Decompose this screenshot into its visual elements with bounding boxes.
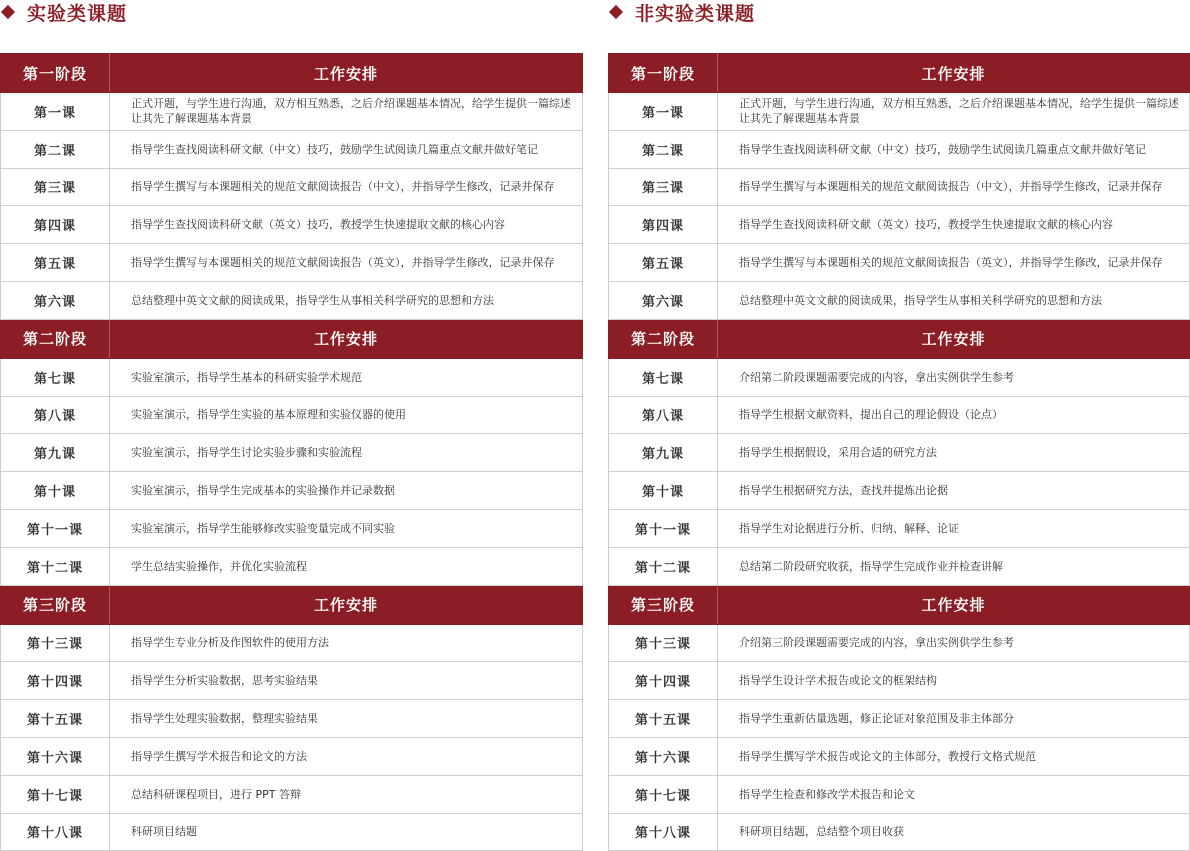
task-description: 指导学生查找阅读科研文献（英文）技巧，教授学生快速提取文献的核心内容 xyxy=(110,206,583,244)
stage-label: 第三阶段 xyxy=(1,585,110,624)
task-description: 总结整理中英文文献的阅读成果，指导学生从事相关科学研究的思想和方法 xyxy=(718,281,1190,319)
table-row xyxy=(1,93,583,131)
stage-header-row xyxy=(1,319,583,358)
stage-label: 第一阶段 xyxy=(1,54,110,93)
lesson-label: 第十六课 xyxy=(1,737,110,775)
work-arrangement-header: 工作安排 xyxy=(110,585,583,624)
task-description: 指导学生检查和修改学术报告和论文 xyxy=(718,775,1190,813)
table-row xyxy=(609,813,1190,851)
task-description: 总结第二阶段研究收获，指导学生完成作业并检查讲解 xyxy=(718,547,1190,585)
lesson-label: 第十五课 xyxy=(1,700,110,738)
task-description: 科研项目结题，总结整个项目收获 xyxy=(718,813,1190,851)
stage-label: 第二阶段 xyxy=(1,319,110,358)
task-description: 实验室演示，指导学生能够修改实验变量完成不同实验 xyxy=(110,509,583,547)
lesson-label: 第九课 xyxy=(609,434,718,472)
task-description: 指导学生根据文献资料，提出自己的理论假设（论点） xyxy=(718,396,1190,434)
task-description: 指导学生撰写学术报告或论文的主体部分，教授行文格式规范 xyxy=(718,737,1190,775)
task-description: 总结整理中英文文献的阅读成果，指导学生从事相关科学研究的思想和方法 xyxy=(110,281,583,319)
task-description: 指导学生根据假设，采用合适的研究方法 xyxy=(718,434,1190,472)
table-row xyxy=(609,168,1190,206)
task-description: 指导学生分析实验数据，思考实验结果 xyxy=(110,662,583,700)
task-description: 指导学生撰写与本课题相关的规范文献阅读报告（英文），并指导学生修改，记录并保存 xyxy=(718,244,1190,282)
task-description: 正式开题，与学生进行沟通，双方相互熟悉，之后介绍课题基本情况，给学生提供一篇综述让其先了解课题基本背景 xyxy=(718,93,1190,131)
stage-header-row xyxy=(609,585,1190,624)
table-row xyxy=(1,509,583,547)
lesson-label: 第十四课 xyxy=(609,662,718,700)
lesson-label: 第十八课 xyxy=(1,813,110,851)
lesson-label: 第三课 xyxy=(609,168,718,206)
table-row xyxy=(1,434,583,472)
table-row xyxy=(609,472,1190,510)
lesson-label: 第十四课 xyxy=(1,662,110,700)
panel-non-experimental xyxy=(608,0,1190,842)
section-heading xyxy=(608,0,1190,24)
diamond-bullet-icon xyxy=(609,5,623,19)
task-description: 总结科研课程项目，进行 PPT 答辩 xyxy=(110,775,583,813)
work-arrangement-header: 工作安排 xyxy=(718,54,1190,93)
lesson-label: 第十三课 xyxy=(609,624,718,662)
task-description: 指导学生对论据进行分析、归纳、解释、论证 xyxy=(718,509,1190,547)
lesson-label: 第八课 xyxy=(609,396,718,434)
table-row xyxy=(609,281,1190,319)
table-row xyxy=(1,472,583,510)
table-row xyxy=(1,281,583,319)
stage-header-row xyxy=(1,54,583,93)
section-heading xyxy=(0,0,583,24)
lesson-label: 第十七课 xyxy=(609,775,718,813)
schedule-table xyxy=(0,53,583,851)
task-description: 实验室演示，指导学生完成基本的实验操作并记录数据 xyxy=(110,472,583,510)
lesson-label: 第十二课 xyxy=(1,547,110,585)
stage-label: 第一阶段 xyxy=(609,54,718,93)
table-row xyxy=(609,358,1190,396)
task-description: 指导学生设计学术报告或论文的框架结构 xyxy=(718,662,1190,700)
table-row xyxy=(609,624,1190,662)
table-row xyxy=(609,547,1190,585)
work-arrangement-header: 工作安排 xyxy=(718,319,1190,358)
lesson-label: 第十一课 xyxy=(1,509,110,547)
lesson-label: 第五课 xyxy=(1,244,110,282)
table-row xyxy=(609,434,1190,472)
task-description: 指导学生撰写与本课题相关的规范文献阅读报告（英文），并指导学生修改，记录并保存 xyxy=(110,244,583,282)
table-row xyxy=(1,244,583,282)
table-row xyxy=(609,244,1190,282)
table-row xyxy=(609,700,1190,738)
table-row xyxy=(1,396,583,434)
panel-experimental xyxy=(0,0,583,842)
task-description: 学生总结实验操作，并优化实验流程 xyxy=(110,547,583,585)
table-row xyxy=(609,130,1190,168)
lesson-label: 第十二课 xyxy=(609,547,718,585)
task-description: 指导学生撰写学术报告和论文的方法 xyxy=(110,737,583,775)
table-row xyxy=(609,509,1190,547)
table-row xyxy=(609,662,1190,700)
task-description: 指导学生重新估量选题，修正论证对象范围及非主体部分 xyxy=(718,700,1190,738)
table-row xyxy=(1,775,583,813)
schedule-table xyxy=(608,53,1190,851)
task-description: 实验室演示，指导学生讨论实验步骤和实验流程 xyxy=(110,434,583,472)
lesson-label: 第一课 xyxy=(1,93,110,131)
table-row xyxy=(609,93,1190,131)
lesson-label: 第十八课 xyxy=(609,813,718,851)
lesson-label: 第七课 xyxy=(1,358,110,396)
lesson-label: 第七课 xyxy=(609,358,718,396)
lesson-label: 第九课 xyxy=(1,434,110,472)
task-description: 指导学生撰写与本课题相关的规范文献阅读报告（中文），并指导学生修改，记录并保存 xyxy=(110,168,583,206)
lesson-label: 第五课 xyxy=(609,244,718,282)
lesson-label: 第十七课 xyxy=(1,775,110,813)
section-title: 实验类课题 xyxy=(27,2,128,25)
task-description: 介绍第三阶段课题需要完成的内容，拿出实例供学生参考 xyxy=(718,624,1190,662)
task-description: 指导学生专业分析及作图软件的使用方法 xyxy=(110,624,583,662)
task-description: 介绍第二阶段课题需要完成的内容，拿出实例供学生参考 xyxy=(718,358,1190,396)
table-row xyxy=(1,737,583,775)
lesson-label: 第六课 xyxy=(609,281,718,319)
table-row xyxy=(1,168,583,206)
diamond-bullet-icon xyxy=(1,5,15,19)
stage-header-row xyxy=(1,585,583,624)
lesson-label: 第四课 xyxy=(609,206,718,244)
lesson-label: 第八课 xyxy=(1,396,110,434)
table-row xyxy=(1,206,583,244)
table-row xyxy=(609,206,1190,244)
task-description: 正式开题，与学生进行沟通，双方相互熟悉，之后介绍课题基本情况，给学生提供一篇综述让其先了解课题基本背景 xyxy=(110,93,583,131)
lesson-label: 第十课 xyxy=(1,472,110,510)
table-row xyxy=(609,396,1190,434)
task-description: 科研项目结题 xyxy=(110,813,583,851)
task-description: 指导学生查找阅读科研文献（中文）技巧，鼓励学生试阅读几篇重点文献并做好笔记 xyxy=(110,130,583,168)
lesson-label: 第十三课 xyxy=(1,624,110,662)
table-row xyxy=(1,624,583,662)
stage-label: 第三阶段 xyxy=(609,585,718,624)
task-description: 实验室演示，指导学生基本的科研实验学术规范 xyxy=(110,358,583,396)
task-description: 指导学生撰写与本课题相关的规范文献阅读报告（中文），并指导学生修改，记录并保存 xyxy=(718,168,1190,206)
lesson-label: 第四课 xyxy=(1,206,110,244)
stage-header-row xyxy=(609,54,1190,93)
table-row xyxy=(1,662,583,700)
table-row xyxy=(609,775,1190,813)
work-arrangement-header: 工作安排 xyxy=(110,54,583,93)
task-description: 指导学生根据研究方法，查找并提炼出论据 xyxy=(718,472,1190,510)
lesson-label: 第十五课 xyxy=(609,700,718,738)
section-title: 非实验类课题 xyxy=(635,2,756,25)
table-row xyxy=(1,700,583,738)
work-arrangement-header: 工作安排 xyxy=(718,585,1190,624)
lesson-label: 第十六课 xyxy=(609,737,718,775)
task-description: 实验室演示，指导学生实验的基本原理和实验仪器的使用 xyxy=(110,396,583,434)
table-row xyxy=(1,130,583,168)
stage-label: 第二阶段 xyxy=(609,319,718,358)
table-row xyxy=(1,358,583,396)
task-description: 指导学生查找阅读科研文献（英文）技巧，教授学生快速提取文献的核心内容 xyxy=(718,206,1190,244)
lesson-label: 第二课 xyxy=(1,130,110,168)
task-description: 指导学生处理实验数据，整理实验结果 xyxy=(110,700,583,738)
lesson-label: 第三课 xyxy=(1,168,110,206)
table-row xyxy=(1,813,583,851)
task-description: 指导学生查找阅读科研文献（中文）技巧，鼓励学生试阅读几篇重点文献并做好笔记 xyxy=(718,130,1190,168)
lesson-label: 第六课 xyxy=(1,281,110,319)
table-row xyxy=(609,737,1190,775)
stage-header-row xyxy=(609,319,1190,358)
work-arrangement-header: 工作安排 xyxy=(110,319,583,358)
lesson-label: 第一课 xyxy=(609,93,718,131)
lesson-label: 第十课 xyxy=(609,472,718,510)
lesson-label: 第二课 xyxy=(609,130,718,168)
table-row xyxy=(1,547,583,585)
lesson-label: 第十一课 xyxy=(609,509,718,547)
